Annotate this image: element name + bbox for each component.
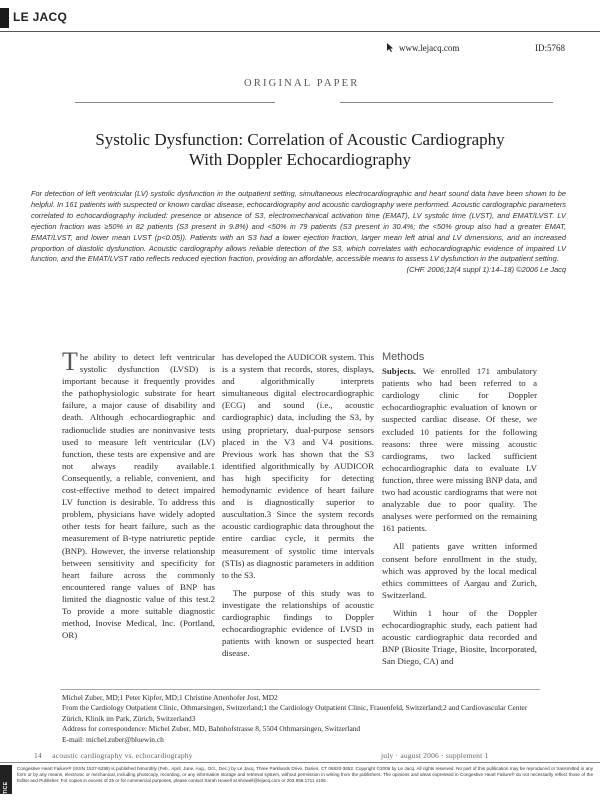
intro-text: he ability to detect left ventricular systolic dysfunction (LVSD) is important because it frequently provides the pathophysiologic substrate for heart failure, a major cause of disability and death. Although echocardiographic and radionuclide studies are noninvasive tests used to measure left ventricular (LV) function, these tests are expensive and are not always readily available.1 Consequently, a reliable, convenient, and cost-effective method to detect impaired LV function is desirable. To address this problem, physicians have widely adopted other tests for heart failure, such as the measurement of B-type natriuretic peptide (BNP). However, the inverse relationship between sensitivity and specificity for heart failure across the commonly encountered range values of BNP has limited the diagnostic value of this test.2 To provide a more suitable diagnostic method, Inovise Medical, Inc. (Portland, OR) (62, 352, 215, 641)
page-number: 14 (34, 751, 42, 760)
correspondence-address: Address for correspondence: Michel Zuber, MD, Bahnhofstrasse 8, 5504 Othmarsingen, Switzerland (62, 724, 361, 734)
publisher-logo (0, 8, 90, 28)
col3-paragraph-3: Within 1 hour of the Doppler echocardiographic study, each patient had acoustic cardiographic data recorded and BNP (Biosite Triage, Biosite, Incorporated, San Diego, CA) and (382, 607, 537, 667)
page-footer (0, 751, 600, 803)
logo-mark (0, 8, 9, 28)
authors: Michel Zuber, MD;1 Peter Kipfer, MD;1 Christine Attenhofer Jost, MD2 (62, 693, 278, 702)
article-type: ORIGINAL PAPER (244, 78, 360, 89)
title-line-2: With Doppler Echocardiography (188, 150, 412, 169)
email[interactable]: E-mail: michel.zuber@bluewin.ch (62, 734, 164, 744)
col3-paragraph-2: All patients gave written informed consent before enrollment in the study, which was approved by the local medical ethics committees of Aargau and Zurich, Switzerland. (382, 541, 537, 600)
divider-right (340, 102, 553, 103)
col3-paragraph-1 (382, 365, 537, 534)
notice-label: NOTICE (3, 781, 9, 803)
title-line-1: Systolic Dysfunction: Correlation of Acoustic Cardiography (95, 130, 505, 149)
website-link[interactable] (386, 43, 496, 57)
notice-text: Congestive Heart Failure® (ISSN 1527-5299) is published bimonthly (Feb., April, June, Aug., Oct., Dec.) by Le Jacq, Three Parklands Drive, Darien, CT 06820-3652. Copyright ©2006 by Le Jacq. All rights reserved. No part of this publication may be reproduced or transmitted in any form or by any means, electronic or mechanical, including photocopy, recording, or any information storage and retrieval system, without permission in writing from the publishers. The opinions and ideas expressed in Congestive Heart Failure® do not necessarily reflect those of the Editor and Publisher. For copies in excess of 25 or for commercial purposes, please contact Sarah Howell at showell@lejacq.com or 203.656.1711 x106. (17, 766, 593, 784)
affiliation-from: From the Cardiology Outpatient Clinic, Othmarsingen, Switzerland;1 the Cardiology Outpatient Clinic, Frauenfeld, Switzerland;2 and Cardiovascular Center Zürich, Klinik im Park, Zürich, Switzerland3 (62, 703, 528, 723)
col2-paragraph-1: has developed the AUDICOR system. This is a system that records, stores, displays, and algorithmically interprets simultaneous digital electrocardiographic (ECG) and sound (i.e., acoustic cardiographic) data, including the S3, by using proprietary, dual-purpose sensors placed in the V3 and V4 positions. Previous work has shown that the S3 identified algorithmically by AUDICOR has high specificity for detecting hemodynamic evidence of heart failure and is diagnostically superior to auscultation.3 Since the system records acoustic cardiographic data throughout the entire cardiac cycle, it permits the measurement of systolic time intervals (STIs) as diagnostic parameters in addition to the S3. (222, 352, 374, 580)
intro-paragraph (62, 347, 215, 641)
drop-cap: T (62, 347, 78, 376)
notice-bar (0, 765, 12, 803)
abstract-text: For detection of left ventricular (LV) systolic dysfunction in the outpatient setting, simultaneous electrocardiographic and heart sound data have been shown to be helpful. In 161 patients with suspected or known cardiac disease, echocardiography and acoustic cardiography were performed. Acoustic cardiographic parameters correlated to echocardiography included: presence or absence of S3, electromechanical activation time (EMAT), LV systolic time (LVST), and EMAT/LVST. LV ejection fraction was ≥50% in 82 patients (S3 present in 9.8%) and <50% in 79 patients (S3 present in 30.4%; the <50% group also had a greater EMAT, EMAT/LVST, and lower mean LVST (p<0.05)). Patients with an S3 had a lower ejection fraction, larger mean left atrial and LV dimensions, and an increased proportion of diastolic dysfunction. Acoustic cardiography allows reliable detection of the S3, which correlates with echocardiographic evidence of impaired LV function, and the EMAT/LVST ratio reflects reduced ejection fraction, providing an affordable, accessible means to assess LV dysfunction in the outpatient setting. (31, 189, 566, 264)
footer-left (34, 751, 193, 760)
abstract-citation: (CHF. 2006;12(4 suppl 1):14–18) ©2006 Le Jacq (406, 265, 566, 275)
affiliations (62, 693, 532, 745)
document-id: ID:5768 (535, 43, 565, 53)
paper-title (40, 130, 560, 172)
methods-heading: Methods (382, 351, 425, 363)
logo-text: LE JACQ (13, 10, 68, 24)
col2-paragraph-2: The purpose of this study was to investigate the relationships of acoustic cardiographic findings to Doppler echocardiographic evidence of LVSD in patients with known or suspected heart disease. (222, 587, 374, 659)
issue-info: july · august 2006 · supplement 1 (381, 751, 489, 760)
mouse-pointer-icon (386, 43, 396, 52)
body-column-1 (62, 347, 215, 641)
footer-rule (0, 762, 600, 763)
website-text: www.lejacq.com (399, 43, 460, 53)
affiliation-rule (60, 689, 540, 690)
abstract (31, 189, 566, 299)
header-rule (0, 31, 600, 32)
divider-left (75, 102, 275, 103)
body-column-3 (382, 351, 537, 667)
body-column-2 (222, 351, 374, 659)
subjects-text: We enrolled 171 ambulatory patients who had been referred to a cardiology clinic for Doppler echocardiographic evaluation of known or suspected cardiac disease. Of these, we excluded 10 patients for the following reasons: three were missing acoustic cardiograms, two lacked sufficient echocardiographic data to evaluate LV function, three were missing BNP data, and two had acoustic cardiograms that were not analyzable due to poor quality. The analyses were performed on the remaining 161 patients. (382, 366, 537, 534)
subjects-runin: Subjects. (382, 366, 416, 377)
running-title: acoustic cardiography vs. echocardiography (52, 751, 193, 760)
